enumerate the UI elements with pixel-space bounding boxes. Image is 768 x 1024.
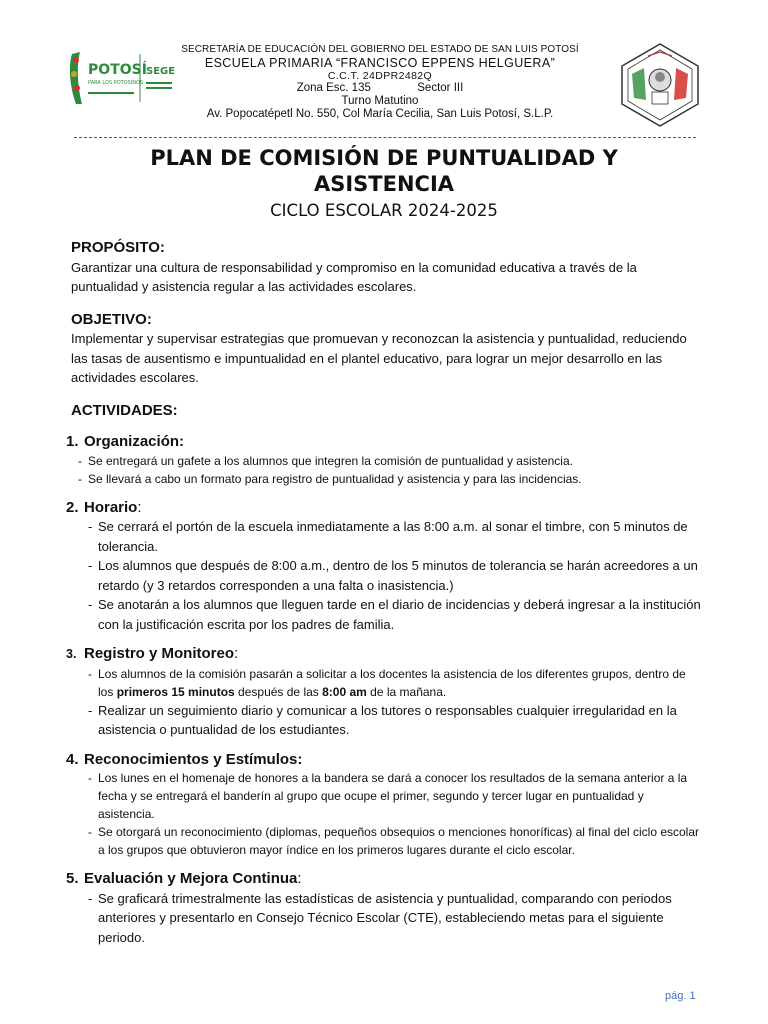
document-title: PLAN DE COMISIÓN DE PUNTUALIDAD Y ASISTENCIA <box>150 146 618 196</box>
activity-number: 5. <box>66 870 79 887</box>
activity-suffix: : <box>234 645 239 662</box>
activity-suffix: : <box>297 870 302 887</box>
actividades-heading: ACTIVIDADES: <box>71 401 178 419</box>
list-item: - Se llevará a cabo un formato para registro de puntualidad y asistencia y para las incidencias. <box>78 470 701 488</box>
objetivo-heading: OBJETIVO: <box>71 310 152 328</box>
document-subtitle: CICLO ESCOLAR 2024-2025 <box>270 201 498 220</box>
objetivo-text: Implementar y supervisar estrategias que promuevan y reconozcan la asistencia y puntualidad, reduciendo las tasas de ausentismo e impuntualidad en el plantel educativo, para lograr un mejor desarrollo en las actividades escolares. <box>71 331 687 385</box>
activity-2 <box>66 498 701 635</box>
list-item: - Se anotarán a los alumnos que lleguen tarde en el diario de incidencias y deberá ingresar a la institución con la justificación escrita por los padres de familia. <box>88 595 701 634</box>
zona-sector <box>150 82 610 95</box>
list-item: - Se cerrará el portón de la escuela inmediatamente a las 8:00 a.m. al sonar el timbre, con 5 minutos de tolerancia. <box>88 517 701 556</box>
svg-text:POTOSÍ: POTOSÍ <box>88 62 147 78</box>
activity-number: 2. <box>66 498 79 516</box>
activity-number: 1. <box>66 433 79 450</box>
school-header <box>150 44 610 122</box>
activity-name: Organización: <box>84 433 185 450</box>
zona: Zona Esc. 135 <box>296 81 371 94</box>
turno: Turno Matutino <box>341 95 419 108</box>
list-item: - Los alumnos que después de 8:00 a.m., dentro de los 5 minutos de tolerancia se harán acreedores a un retardo (y 3 retardos corresponden a una falta o inasistencia.) <box>88 556 701 595</box>
sector: Sector III <box>417 81 464 94</box>
secretaria-line: SECRETARÍA DE EDUCACIÓN DEL GOBIERNO DEL ESTADO DE SAN LUIS POTOSÍ <box>181 44 579 55</box>
school-name: ESCUELA PRIMARIA “FRANCISCO EPPENS HELGUERA” <box>204 55 556 70</box>
cct-code: C.C.T. 24DPR2482Q <box>327 69 433 82</box>
activity-number: 4. <box>66 750 79 768</box>
list-item: - Los lunes en el homenaje de honores a la bandera se dará a conocer los resultados de la semana anterior a la fecha y se entregará el banderín al grupo que ocupe el primer, segundo y tercer lugar en puntualidad y asistencia. <box>88 769 701 823</box>
address: Av. Popocatépetl No. 550, Col María Cecilia, San Luis Potosí, S.L.P. <box>206 108 554 121</box>
activity-name: Registro y Monitoreo <box>84 645 235 662</box>
activity-name: Horario <box>84 498 138 516</box>
activity-name: Evaluación y Mejora Continua <box>84 870 298 887</box>
list-item: - Realizar un seguimiento diario y comunicar a los tutores o responsables cualquier irregularidad en la asistencia o puntualidad de los estudiantes. <box>88 701 701 740</box>
proposito-text: Garantizar una cultura de responsabilidad y compromiso en la comunidad educativa a través de la puntualidad y asistencia regular a las actividades escolares. <box>71 259 637 294</box>
activity-number: 3. <box>66 647 77 661</box>
list-item: - Se graficará trimestralmente las estadísticas de asistencia y puntualidad, comparando con periodos anteriores y presentarlo en Consejo Técnico Escolar (CTE), estableciendo metas para el siguiente periodo. <box>88 889 701 948</box>
header-divider <box>74 137 696 138</box>
svg-text:SEGE: SEGE <box>146 66 176 77</box>
activity-1 <box>66 432 701 488</box>
activity-3 <box>66 644 701 740</box>
activity-4 <box>66 750 701 860</box>
activity-5 <box>66 869 701 947</box>
activity-suffix: : <box>137 498 142 516</box>
list-item: - Se otorgará un reconocimiento (diplomas, pequeños obsequios o menciones honoríficas) al final del ciclo escolar a los grupos que obtuvieron mayor índice en los primeros lugares durante el ciclo escolar. <box>88 823 701 859</box>
page-number: pág. 1 <box>665 990 696 1002</box>
activity-name: Reconocimientos y Estímulos: <box>84 750 303 768</box>
school-seal-icon <box>614 40 706 130</box>
list-item: - Los alumnos de la comisión pasarán a solicitar a los docentes la asistencia de los diferentes grupos, dentro de los primeros 15 minutos después de las 8:00 am de la mañana. <box>88 665 701 701</box>
list-item: - Se entregará un gafete a los alumnos que integren la comisión de puntualidad y asistencia. <box>78 452 701 470</box>
proposito-heading: PROPÓSITO: <box>71 239 165 256</box>
svg-text:PARA LOS POTOSINOS: PARA LOS POTOSINOS <box>88 80 144 86</box>
document-body <box>66 238 701 947</box>
